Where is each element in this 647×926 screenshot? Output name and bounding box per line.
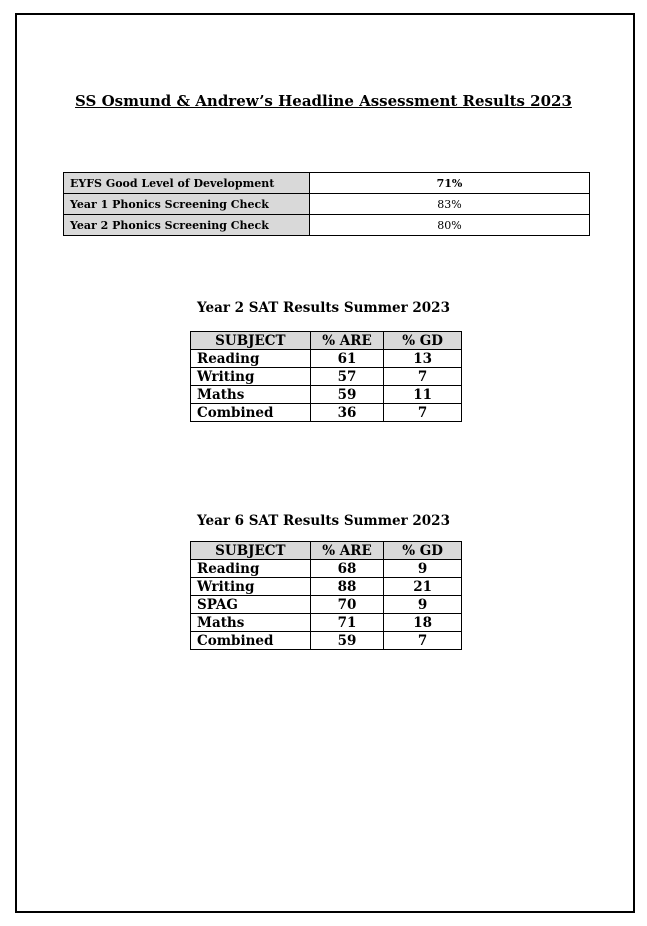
year2-gd-cell: 7 xyxy=(384,368,462,386)
year6-sat-body xyxy=(191,560,462,650)
year6-header-row xyxy=(191,542,462,560)
headline-results-table xyxy=(63,172,590,236)
year2-are-cell: 36 xyxy=(310,404,384,422)
headline-row xyxy=(64,215,590,236)
year6-sat-title: Year 6 SAT Results Summer 2023 xyxy=(197,513,450,529)
year6-subject-cell: Combined xyxy=(191,632,311,650)
year6-gd-cell: 9 xyxy=(384,560,462,578)
year2-subject-cell: Maths xyxy=(191,386,311,404)
headline-label: Year 1 Phonics Screening Check xyxy=(64,194,310,215)
year2-are-cell: 61 xyxy=(310,350,384,368)
year6-header-subject: SUBJECT xyxy=(191,542,311,560)
year6-gd-cell: 18 xyxy=(384,614,462,632)
year2-gd-cell: 11 xyxy=(384,386,462,404)
year2-subject-cell: Writing xyxy=(191,368,311,386)
headline-value: 83% xyxy=(310,194,590,215)
headline-row xyxy=(64,173,590,194)
year6-table-row xyxy=(191,596,462,614)
page-border xyxy=(15,13,635,913)
year6-are-cell: 68 xyxy=(310,560,384,578)
year6-gd-cell: 21 xyxy=(384,578,462,596)
year6-sat-table xyxy=(190,541,462,650)
year6-header-gd: % GD xyxy=(384,542,462,560)
year6-subject-cell: Maths xyxy=(191,614,311,632)
year6-subject-cell: Reading xyxy=(191,560,311,578)
year2-header-subject: SUBJECT xyxy=(191,332,311,350)
year6-table-row xyxy=(191,614,462,632)
headline-label: EYFS Good Level of Development xyxy=(64,173,310,194)
year2-header-row xyxy=(191,332,462,350)
year6-table-row xyxy=(191,560,462,578)
year6-table-row xyxy=(191,632,462,650)
year6-subject-cell: Writing xyxy=(191,578,311,596)
year2-table-row xyxy=(191,386,462,404)
headline-value: 71% xyxy=(310,173,590,194)
year2-subject-cell: Combined xyxy=(191,404,311,422)
year2-gd-cell: 7 xyxy=(384,404,462,422)
year6-subject-cell: SPAG xyxy=(191,596,311,614)
year2-header-are: % ARE xyxy=(310,332,384,350)
year6-are-cell: 88 xyxy=(310,578,384,596)
year6-gd-cell: 7 xyxy=(384,632,462,650)
headline-results-body xyxy=(64,173,590,236)
year2-table-row xyxy=(191,368,462,386)
year6-gd-cell: 9 xyxy=(384,596,462,614)
year6-header-are: % ARE xyxy=(310,542,384,560)
document-title: SS Osmund & Andrew’s Headline Assessment Results 2023 xyxy=(75,92,572,110)
year2-gd-cell: 13 xyxy=(384,350,462,368)
year6-are-cell: 70 xyxy=(310,596,384,614)
year2-subject-cell: Reading xyxy=(191,350,311,368)
year6-are-cell: 59 xyxy=(310,632,384,650)
headline-label: Year 2 Phonics Screening Check xyxy=(64,215,310,236)
headline-value: 80% xyxy=(310,215,590,236)
year6-are-cell: 71 xyxy=(310,614,384,632)
year2-sat-body xyxy=(191,350,462,422)
year2-are-cell: 59 xyxy=(310,386,384,404)
year2-sat-title: Year 2 SAT Results Summer 2023 xyxy=(197,300,450,316)
year2-table-row xyxy=(191,350,462,368)
year6-table-row xyxy=(191,578,462,596)
year2-sat-table xyxy=(190,331,462,422)
headline-row xyxy=(64,194,590,215)
year2-are-cell: 57 xyxy=(310,368,384,386)
year2-table-row xyxy=(191,404,462,422)
year2-header-gd: % GD xyxy=(384,332,462,350)
